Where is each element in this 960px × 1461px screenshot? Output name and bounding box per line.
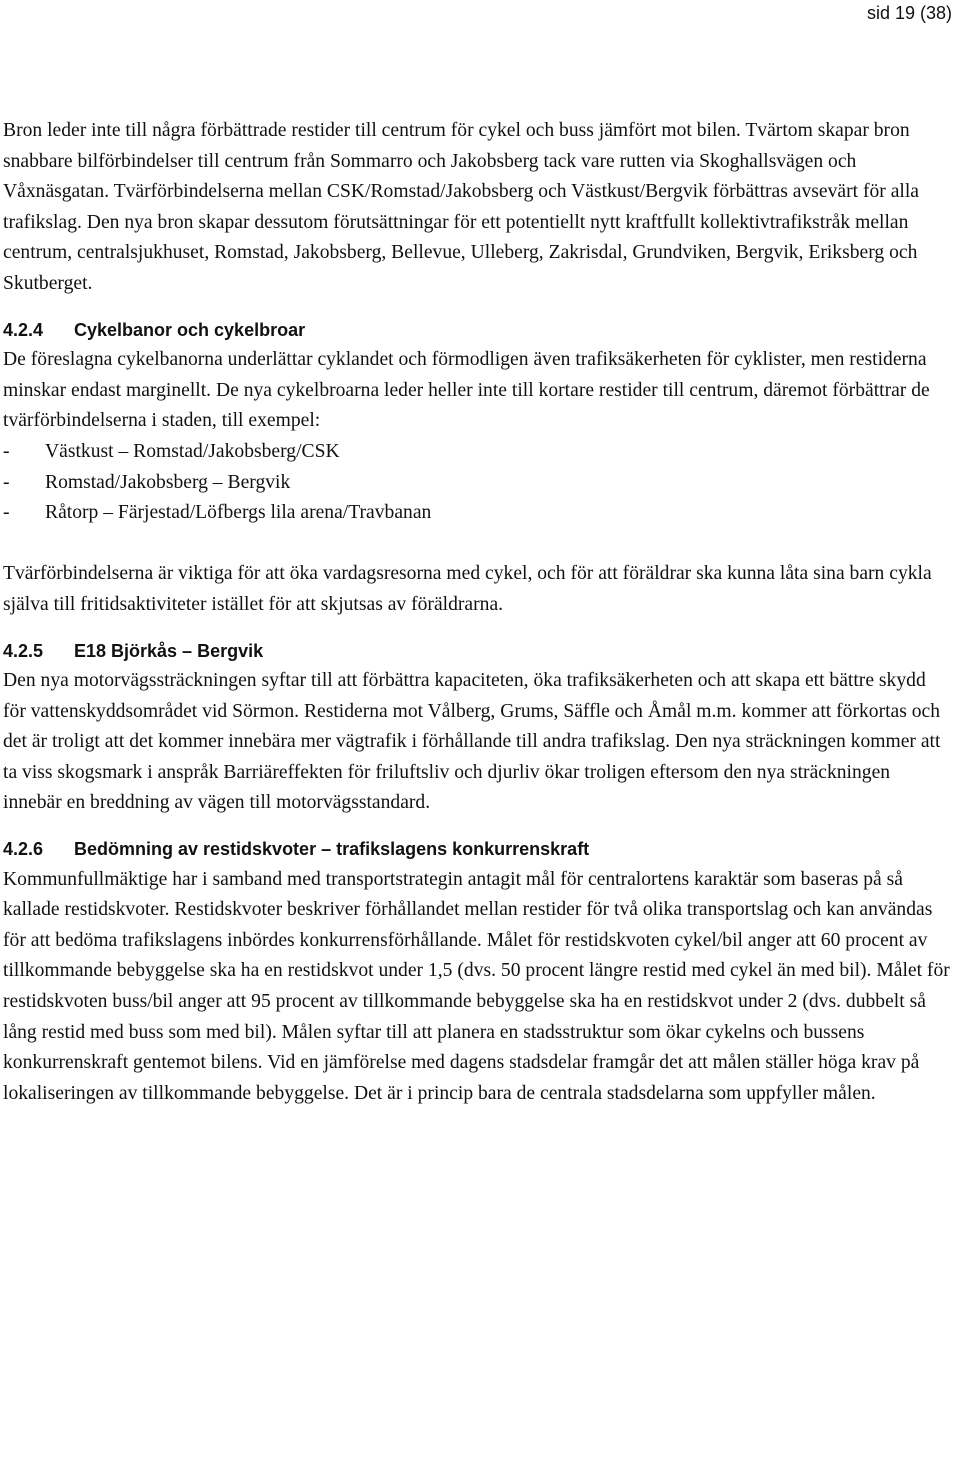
list-item (3, 498, 953, 529)
section-4-2-5-paragraph: Den nya motorvägssträckningen syftar till att förbättra kapaciteten, öka trafiksäkerheten och att skapa ett bättre skydd för vattenskyddsområdet vid Sörmon. Restiderna mot Vålberg, Grums, Säffle och Åmål m.m. kommer att förkortas och det är troligt att det kommer innebära mer vägtrafik i förhållande till andra trafikslag. Den nya sträckningen kommer att ta viss skogsmark i anspråk Barriäreffekten för friluftsliv och djurliv ökar troligen eftersom den nya sträckningen innebär en breddning av vägen till motorvägsstandard. (3, 670, 941, 814)
section-heading-4-2-4 (3, 315, 953, 346)
section-number: 4.2.6 (3, 839, 44, 860)
section-4-2-6-paragraph: Kommunfullmäktige har i samband med transportstrategin antagit mål för centralortens karaktär som baseras på så kallade restidskvoter. Restidskvoter beskriver förhållandet mellan restider för två olika transportslag och kan användas för att bedöma trafikslagens inbördes konkurrensförhållande. Målet för restidskvoten cykel/bil anger att 60 procent av tillkommande bebyggelse ska ha en restidskvot under 1,5 (dvs. 50 procent längre restid med cykel än med bil). Målet för restidskvoten buss/bil anger att 95 procent av tillkommande bebyggelse ska ha en restidskvot under 2 (dvs. dubbelt så lång restid med buss som med bil). Målen syftar till att planera en stadsstruktur som ökar cykelns och bussens konkurrenskraft gentemot bilens. Vid en jämförelse med dagens stadsdelar framgår det att målen ställer höga krav på lokaliseringen av tillkommande bebyggelse. Det är i princip bara de centrala stadsdelarna som uppfyller målen. (3, 868, 950, 1104)
list-dash: - (3, 471, 10, 493)
section-title: Bedömning av restidskvoter – trafikslagens konkurrenskraft (74, 839, 590, 860)
page-number: sid 19 (38) (866, 3, 952, 23)
list-dash: - (3, 440, 10, 462)
section-number: 4.2.5 (3, 640, 44, 661)
section-4-2-4-paragraph-2: Tvärförbindelserna är viktiga för att öka vardagsresorna med cykel, och för att föräldrar ska kunna låta sina barn cykla själva till fritidsaktiviteter istället för att skjutsas av föräldrarna. (3, 563, 932, 615)
list-item-text: Västkust – Romstad/Jakobsberg/CSK (45, 440, 340, 462)
list-item-text: Råtorp – Färjestad/Löfbergs lila arena/Travbanan (45, 502, 432, 524)
section-heading-4-2-5 (3, 636, 953, 667)
section-title: Cykelbanor och cykelbroar (74, 319, 306, 340)
intro-paragraph: Bron leder inte till några förbättrade restider till centrum för cykel och buss jämfört mot bilen. Tvärtom skapar bron snabbare bilförbindelser till centrum från Sommarro och Jakobsberg tack vare rutten via Skoghallsvägen och Våxnäsgatan. Tvärförbindelserna mellan CSK/Romstad/Jakobsberg och Västkust/Bergvik förbättras avsevärt för alla trafikslag. Den nya bron skapar dessutom förutsättningar för ett potentiellt nytt kraftfullt kollektivtrafikstråk mellan centrum, centralsjukhuset, Romstad, Jakobsberg, Bellevue, Ulleberg, Zakrisdal, Grundviken, Bergvik, Eriksberg och Skutberget. (3, 120, 919, 294)
list-item (3, 437, 953, 468)
section-4-2-4-paragraph: De föreslagna cykelbanorna underlättar cyklandet och förmodligen även trafiksäkerheten för cyklister, men restiderna minskar endast marginellt. De nya cykelbroarna leder heller inte till kortare restider till centrum, däremot förbättrar de tvärförbindelserna i staden, till exempel: (3, 349, 930, 432)
section-number: 4.2.4 (3, 319, 44, 340)
list-item (3, 468, 953, 499)
section-heading-4-2-6 (3, 834, 953, 865)
list-item-text: Romstad/Jakobsberg – Bergvik (45, 471, 291, 493)
list-dash: - (3, 502, 10, 524)
section-title: E18 Björkås – Bergvik (74, 640, 264, 661)
document-body (3, 116, 953, 1109)
connection-list (3, 437, 953, 529)
